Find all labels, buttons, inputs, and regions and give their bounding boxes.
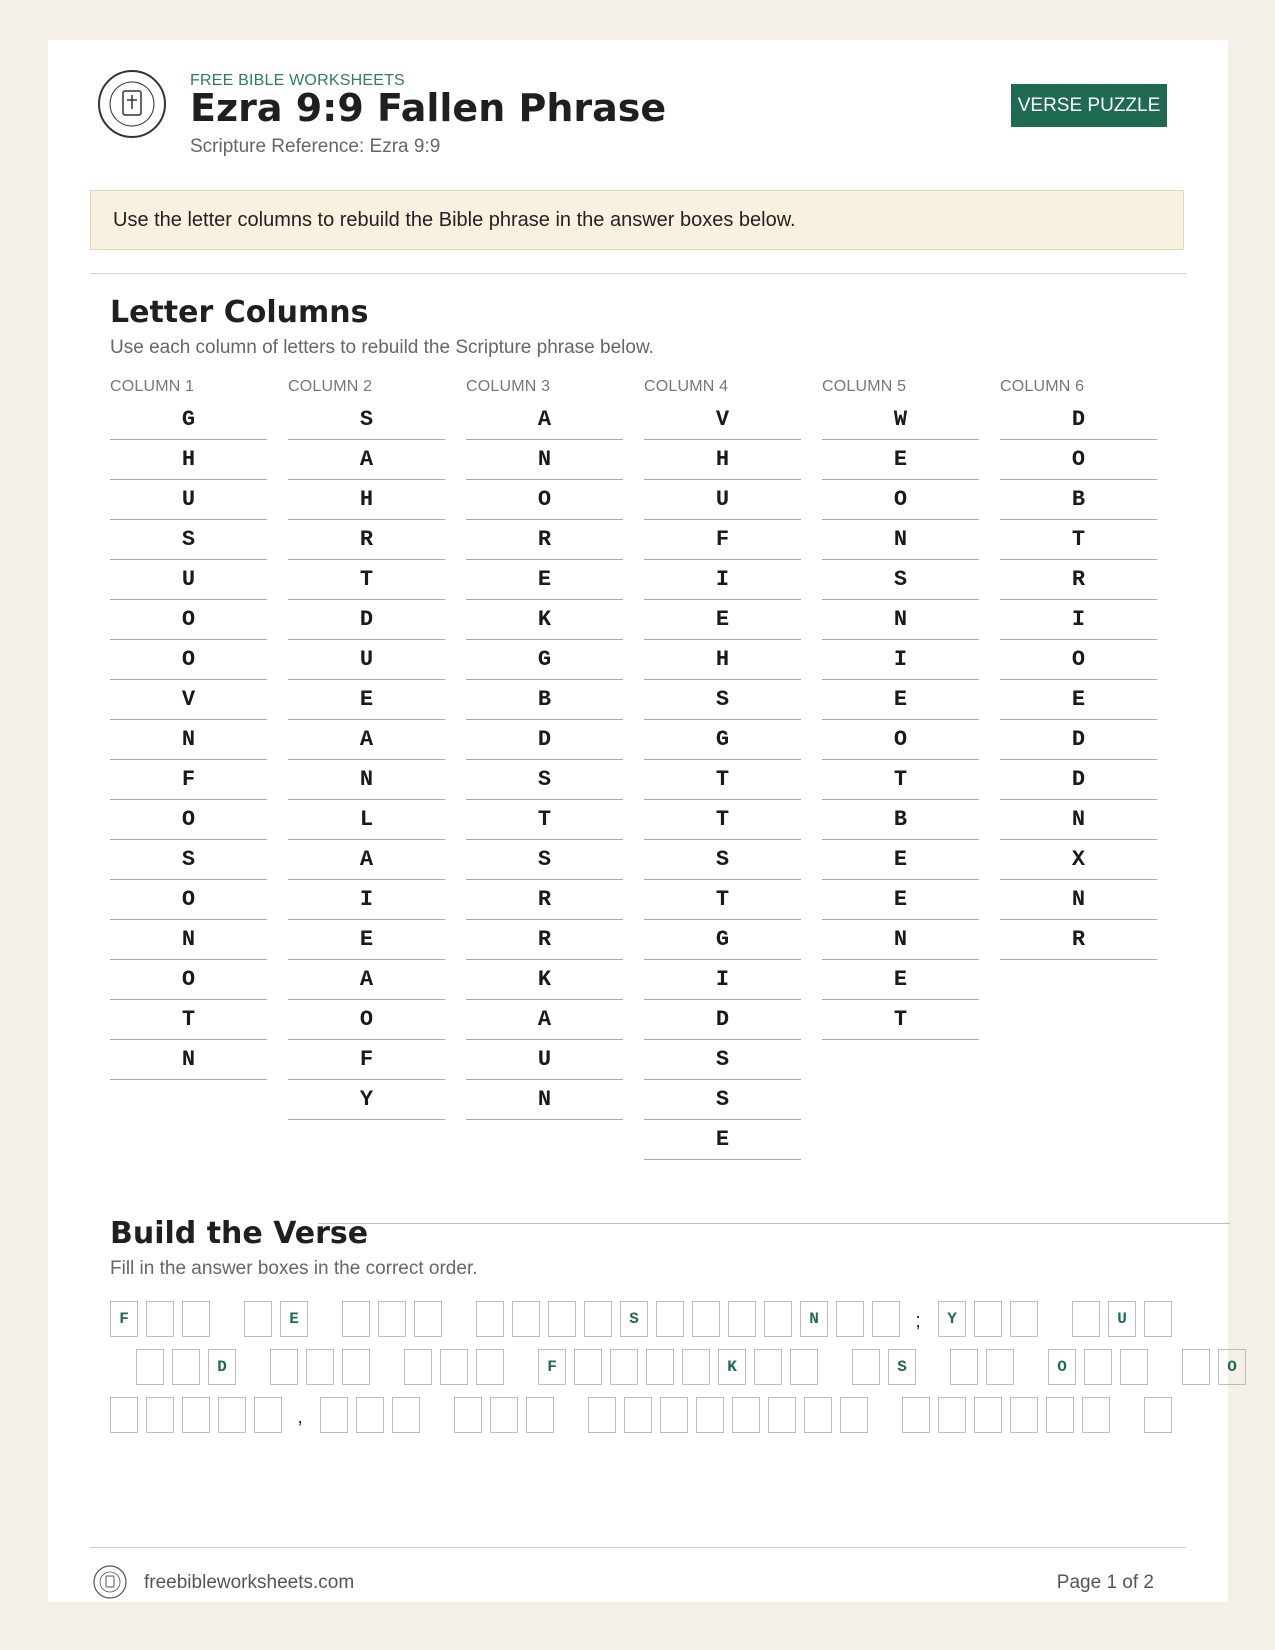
answer-box[interactable] xyxy=(646,1349,674,1385)
column-label: COLUMN 6 xyxy=(1000,378,1085,395)
column-letter: N xyxy=(110,1040,267,1080)
column-letter: E xyxy=(822,440,979,480)
column-letter: O xyxy=(288,1000,445,1040)
answer-box[interactable] xyxy=(356,1397,384,1433)
letter-column-6 xyxy=(1000,378,1157,960)
column-letter: E xyxy=(644,600,801,640)
bible-logo-icon xyxy=(97,69,167,139)
letter-column-3 xyxy=(466,378,623,1120)
answer-box[interactable]: O xyxy=(1218,1349,1246,1385)
column-letter: S xyxy=(644,1040,801,1080)
column-letter: S xyxy=(466,840,623,880)
answer-box[interactable] xyxy=(732,1397,760,1433)
column-letter: B xyxy=(822,800,979,840)
column-letter: W xyxy=(822,400,979,440)
column-letter: I xyxy=(288,880,445,920)
column-letter: A xyxy=(288,840,445,880)
column-letter: E xyxy=(288,920,445,960)
answer-box[interactable] xyxy=(440,1349,468,1385)
answer-box[interactable]: K xyxy=(718,1349,746,1385)
column-letter: E xyxy=(288,680,445,720)
answer-box[interactable] xyxy=(692,1301,720,1337)
answer-box[interactable] xyxy=(574,1349,602,1385)
column-label: COLUMN 4 xyxy=(644,378,729,395)
letter-columns-subtitle: Use each column of letters to rebuild the Scripture phrase below. xyxy=(110,337,654,358)
answer-box[interactable]: S xyxy=(888,1349,916,1385)
answer-box[interactable] xyxy=(728,1301,756,1337)
answer-box[interactable] xyxy=(1010,1301,1038,1337)
puzzle-type-badge: VERSE PUZZLE xyxy=(1011,84,1167,127)
column-letter: F xyxy=(110,760,267,800)
column-letter: E xyxy=(1000,680,1157,720)
column-letter: E xyxy=(466,560,623,600)
column-letter: U xyxy=(466,1040,623,1080)
answer-box[interactable] xyxy=(110,1397,138,1433)
answer-box[interactable] xyxy=(1144,1397,1172,1433)
footer-site: freebibleworksheets.com xyxy=(144,1572,355,1593)
column-letter: S xyxy=(466,760,623,800)
column-label: COLUMN 3 xyxy=(466,378,551,395)
build-verse-heading: Build the Verse xyxy=(110,1216,369,1251)
answer-box[interactable] xyxy=(404,1349,432,1385)
answer-box[interactable] xyxy=(986,1349,1014,1385)
answer-box[interactable] xyxy=(768,1397,796,1433)
page-title: Ezra 9:9 Fallen Phrase xyxy=(190,86,667,130)
answer-box[interactable] xyxy=(1082,1397,1110,1433)
column-letter: A xyxy=(288,960,445,1000)
column-letter: O xyxy=(822,720,979,760)
column-letter: N xyxy=(1000,880,1157,920)
letter-column-4 xyxy=(644,378,801,1160)
answer-box[interactable] xyxy=(584,1301,612,1337)
column-letter: T xyxy=(1000,520,1157,560)
column-letter: I xyxy=(644,560,801,600)
column-letter: A xyxy=(288,440,445,480)
answer-box[interactable] xyxy=(182,1397,210,1433)
answer-box[interactable] xyxy=(1120,1349,1148,1385)
column-letter: R xyxy=(288,520,445,560)
column-letter: I xyxy=(644,960,801,1000)
punctuation-mark: ; xyxy=(915,1310,921,1332)
answer-box[interactable] xyxy=(610,1349,638,1385)
column-letter: G xyxy=(466,640,623,680)
answer-box[interactable] xyxy=(804,1397,832,1433)
column-letter: O xyxy=(466,480,623,520)
column-letter: B xyxy=(466,680,623,720)
answer-box[interactable] xyxy=(1072,1301,1100,1337)
column-letter: I xyxy=(822,640,979,680)
answer-box[interactable] xyxy=(836,1301,864,1337)
answer-box[interactable] xyxy=(950,1349,978,1385)
column-letter: N xyxy=(110,920,267,960)
build-verse-subtitle: Fill in the answer boxes in the correct order. xyxy=(110,1258,478,1279)
column-letter: Y xyxy=(288,1080,445,1120)
column-letter: D xyxy=(466,720,623,760)
column-letter: S xyxy=(644,680,801,720)
column-letter: K xyxy=(466,960,623,1000)
column-label: COLUMN 2 xyxy=(288,378,373,395)
column-letter: O xyxy=(110,880,267,920)
page-number: Page 1 of 2 xyxy=(1056,1572,1154,1593)
answer-box[interactable] xyxy=(764,1301,792,1337)
column-letter: U xyxy=(288,640,445,680)
column-letter: T xyxy=(822,760,979,800)
answer-box[interactable] xyxy=(1182,1349,1210,1385)
column-letter: H xyxy=(644,640,801,680)
column-letter: R xyxy=(466,920,623,960)
answer-box[interactable] xyxy=(244,1301,272,1337)
column-letter: S xyxy=(644,1080,801,1120)
column-letter: D xyxy=(288,600,445,640)
column-letter: O xyxy=(1000,440,1157,480)
column-letter: H xyxy=(110,440,267,480)
letter-columns-heading: Letter Columns xyxy=(110,295,369,330)
column-letter: D xyxy=(1000,400,1157,440)
answer-box[interactable] xyxy=(548,1301,576,1337)
column-letter: T xyxy=(822,1000,979,1040)
column-letter: B xyxy=(1000,480,1157,520)
answer-box[interactable] xyxy=(378,1301,406,1337)
answer-box[interactable] xyxy=(656,1301,684,1337)
answer-box[interactable] xyxy=(476,1349,504,1385)
column-letter: T xyxy=(644,760,801,800)
column-letter: E xyxy=(822,880,979,920)
answer-box[interactable] xyxy=(414,1301,442,1337)
column-letter: G xyxy=(644,920,801,960)
answer-box[interactable]: F xyxy=(538,1349,566,1385)
answer-box[interactable] xyxy=(320,1397,348,1433)
column-letter: N xyxy=(822,920,979,960)
answer-row xyxy=(110,1301,1210,1339)
footer-logo-icon xyxy=(92,1564,128,1600)
column-letter: X xyxy=(1000,840,1157,880)
letter-column-2 xyxy=(288,378,445,1120)
column-letter: O xyxy=(1000,640,1157,680)
column-letter: E xyxy=(822,840,979,880)
answer-box[interactable] xyxy=(146,1397,174,1433)
divider xyxy=(90,273,1186,274)
column-letter: G xyxy=(644,720,801,760)
column-letter: O xyxy=(110,960,267,1000)
column-letter: H xyxy=(288,480,445,520)
answer-box[interactable] xyxy=(270,1349,298,1385)
column-letter: O xyxy=(822,480,979,520)
column-label: COLUMN 5 xyxy=(822,378,907,395)
answer-box[interactable]: F xyxy=(110,1301,138,1337)
column-letter: T xyxy=(110,1000,267,1040)
column-letter: N xyxy=(466,440,623,480)
column-letter: R xyxy=(466,520,623,560)
answer-box[interactable] xyxy=(872,1301,900,1337)
footer-divider xyxy=(90,1547,1186,1548)
column-letter: A xyxy=(466,1000,623,1040)
letter-column-1 xyxy=(110,378,267,1080)
answer-box[interactable] xyxy=(342,1301,370,1337)
column-letter: E xyxy=(822,680,979,720)
answer-box[interactable]: S xyxy=(620,1301,648,1337)
column-letter: N xyxy=(822,520,979,560)
column-letter: R xyxy=(1000,920,1157,960)
column-letter: R xyxy=(1000,560,1157,600)
answer-box[interactable] xyxy=(512,1301,540,1337)
answer-box[interactable] xyxy=(1084,1349,1112,1385)
answer-box[interactable]: O xyxy=(1048,1349,1076,1385)
answer-box[interactable] xyxy=(1046,1397,1074,1433)
column-letter: A xyxy=(466,400,623,440)
column-letter: S xyxy=(822,560,979,600)
worksheet-page xyxy=(48,40,1237,1602)
answer-box[interactable] xyxy=(306,1349,334,1385)
column-letter: A xyxy=(288,720,445,760)
column-letter: L xyxy=(288,800,445,840)
answer-box[interactable] xyxy=(696,1397,724,1433)
answer-row xyxy=(110,1397,1210,1435)
column-letter: T xyxy=(644,800,801,840)
answer-box[interactable]: E xyxy=(280,1301,308,1337)
answer-box[interactable] xyxy=(790,1349,818,1385)
answer-box[interactable] xyxy=(902,1397,930,1433)
column-letter: I xyxy=(1000,600,1157,640)
answer-box[interactable] xyxy=(476,1301,504,1337)
answer-box[interactable] xyxy=(342,1349,370,1385)
column-letter: S xyxy=(288,400,445,440)
column-letter: T xyxy=(466,800,623,840)
column-letter: E xyxy=(644,1120,801,1160)
column-letter: N xyxy=(466,1080,623,1120)
column-letter: S xyxy=(110,520,267,560)
answer-box[interactable] xyxy=(840,1397,868,1433)
column-letter: H xyxy=(644,440,801,480)
answer-box[interactable] xyxy=(182,1301,210,1337)
answer-box[interactable] xyxy=(490,1397,518,1433)
column-letter: N xyxy=(1000,800,1157,840)
instructions-box xyxy=(90,190,1184,250)
column-letter: V xyxy=(644,400,801,440)
answer-box[interactable] xyxy=(660,1397,688,1433)
column-letter: O xyxy=(110,800,267,840)
answer-box[interactable]: D xyxy=(208,1349,236,1385)
column-letter: U xyxy=(110,480,267,520)
answer-box[interactable] xyxy=(146,1301,174,1337)
column-letter: R xyxy=(466,880,623,920)
instructions-text: Use the letter columns to rebuild the Bible phrase in the answer boxes below. xyxy=(113,208,796,231)
column-letter: S xyxy=(644,840,801,880)
answer-box[interactable]: N xyxy=(800,1301,828,1337)
answer-box[interactable] xyxy=(254,1397,282,1433)
answer-box[interactable]: Y xyxy=(938,1301,966,1337)
column-letter: S xyxy=(110,840,267,880)
answer-box[interactable] xyxy=(392,1397,420,1433)
answer-box[interactable] xyxy=(974,1397,1002,1433)
column-letter: E xyxy=(822,960,979,1000)
answer-box[interactable] xyxy=(526,1397,554,1433)
answer-box[interactable] xyxy=(136,1349,164,1385)
answer-box[interactable] xyxy=(624,1397,652,1433)
punctuation-mark: , xyxy=(297,1406,303,1428)
column-letter: N xyxy=(110,720,267,760)
column-letter: D xyxy=(1000,760,1157,800)
column-letter: N xyxy=(288,760,445,800)
column-letter: U xyxy=(644,480,801,520)
column-letter: O xyxy=(110,600,267,640)
column-letter: T xyxy=(288,560,445,600)
answer-box[interactable] xyxy=(974,1301,1002,1337)
column-letter: T xyxy=(644,880,801,920)
column-label: COLUMN 1 xyxy=(110,378,195,395)
column-letter: K xyxy=(466,600,623,640)
column-letter: N xyxy=(822,600,979,640)
column-letter: F xyxy=(644,520,801,560)
column-letter: G xyxy=(110,400,267,440)
divider xyxy=(318,1223,1230,1224)
answer-box[interactable] xyxy=(1010,1397,1038,1433)
answer-box[interactable] xyxy=(588,1397,616,1433)
answer-box[interactable] xyxy=(754,1349,782,1385)
column-letter: D xyxy=(644,1000,801,1040)
answer-box[interactable]: U xyxy=(1108,1301,1136,1337)
answer-box[interactable] xyxy=(454,1397,482,1433)
letter-column-5 xyxy=(822,378,979,1040)
column-letter: V xyxy=(110,680,267,720)
column-letter: U xyxy=(110,560,267,600)
scripture-reference: Scripture Reference: Ezra 9:9 xyxy=(190,136,441,157)
column-letter: D xyxy=(1000,720,1157,760)
brand-name: FREE BIBLE WORKSHEETS xyxy=(190,72,405,89)
answer-box[interactable] xyxy=(682,1349,710,1385)
column-letter: O xyxy=(110,640,267,680)
answer-box[interactable] xyxy=(1144,1301,1172,1337)
answer-box[interactable] xyxy=(172,1349,200,1385)
column-letter: F xyxy=(288,1040,445,1080)
answer-box[interactable] xyxy=(218,1397,246,1433)
answer-box[interactable] xyxy=(938,1397,966,1433)
answer-box[interactable] xyxy=(852,1349,880,1385)
answer-row xyxy=(110,1349,1237,1387)
